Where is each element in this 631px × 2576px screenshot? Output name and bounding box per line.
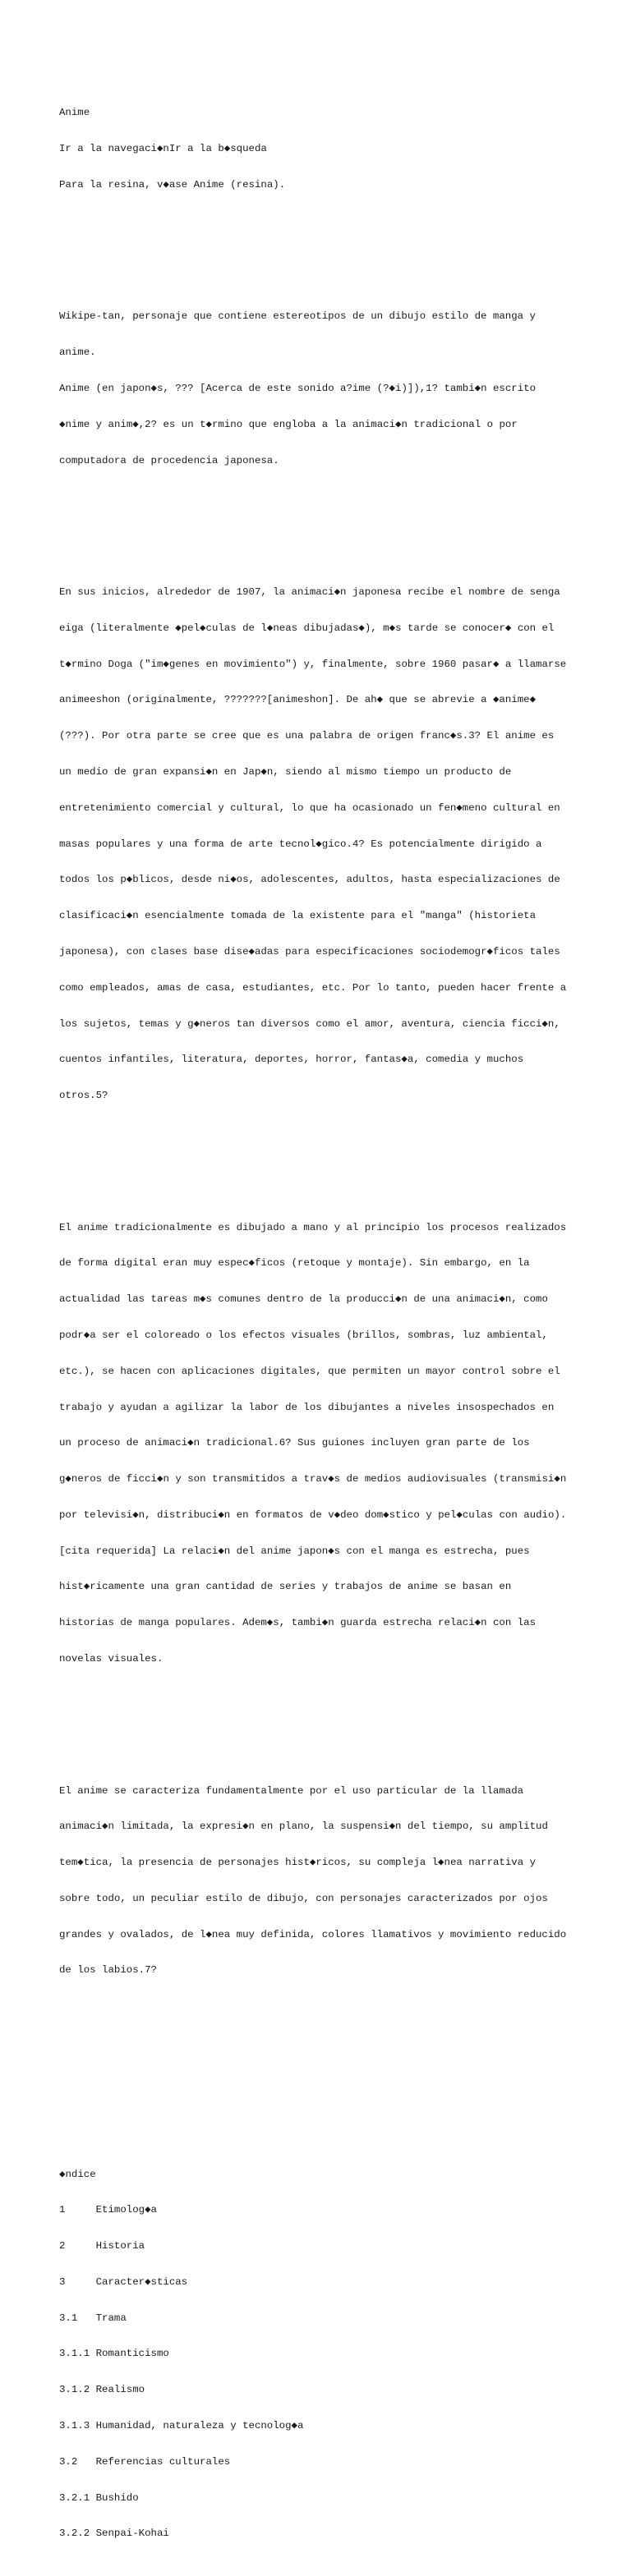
- spacer: [59, 239, 585, 251]
- toc-item: 3.2.2 Senpai-Kohai: [59, 2528, 169, 2540]
- text-line: ◆nime y anim◆,2? es un t◆rmino que engloba a la animaci◆n tradicional o por: [59, 418, 518, 430]
- text-line: de forma digital eran muy espec◆ficos (retoque y montaje). Sin embargo, en la: [59, 1257, 530, 1270]
- toc-item: 2 Historia: [59, 2240, 145, 2252]
- paragraph-characteristics: [59, 1761, 585, 2000]
- text-line: otros.5?: [59, 1090, 108, 1102]
- spacer: [59, 1150, 585, 1162]
- spacer: [59, 2024, 585, 2036]
- spacer: [59, 2096, 585, 2109]
- text-line: t◆rmino Doga ("im◆genes en movimiento") y, finalmente, sobre 1960 pasar◆ a llamarse: [59, 658, 567, 670]
- text-line: todos los p◆blicos, desde ni◆os, adolescentes, adultos, hasta especializaciones de: [59, 874, 560, 886]
- doc-title: Anime: [59, 107, 90, 119]
- text-line: de los labios.7?: [59, 1964, 157, 1977]
- text-line: novelas visuales.: [59, 1652, 164, 1665]
- text-line: cuentos infantiles, literatura, deportes, horror, fantas◆a, comedia y muchos: [59, 1054, 524, 1066]
- document-page: [59, 59, 585, 2576]
- toc-item: 1 Etimolog◆a: [59, 2204, 157, 2216]
- text-line: por televisi◆n, distribuci◆n en formatos de v◆deo dom◆stico y pel◆culas con audio).: [59, 1508, 567, 1521]
- toc-item: 3 Caracter◆sticas: [59, 2275, 188, 2288]
- text-line: [cita requerida] La relaci◆n del anime japon◆s con el manga es estrecha, pues: [59, 1545, 530, 1557]
- toc-item: 3.1.1 Romanticismo: [59, 2348, 169, 2360]
- text-line: historias de manga populares. Adem◆s, tambi◆n guarda estrecha relaci◆n con las: [59, 1617, 537, 1629]
- text-line: entretenimiento comercial y cultural, lo que ha ocasionado un fen◆meno cultural en: [59, 801, 560, 814]
- toc-item: 3.2.1 Bushido: [59, 2491, 139, 2504]
- text-line: El anime se caracteriza fundamentalmente por el uso particular de la llamada: [59, 1784, 524, 1797]
- text-line: El anime tradicionalmente es dibujado a mano y al principio los procesos realizados: [59, 1221, 567, 1233]
- toc-heading: ◆ndice: [59, 2168, 96, 2180]
- text-line: animaci◆n limitada, la expresi◆n en plano, la suspensi◆n del tiempo, su amplitud: [59, 1821, 548, 1833]
- text-line: g◆neros de ficci◆n y son transmitidos a trav◆s de medios audiovisuales (transmisi◆n: [59, 1473, 567, 1485]
- text-line: sobre todo, un peculiar estilo de dibujo, con personajes caracterizados por ojos: [59, 1892, 548, 1904]
- text-line: los sujetos, temas y g◆neros tan diversos como el amor, aventura, ciencia ficci◆n,: [59, 1017, 560, 1030]
- text-line: tem◆tica, la presencia de personajes hist◆ricos, su compleja l◆nea narrativa y: [59, 1857, 537, 1869]
- disambiguation-note: Para la resina, v◆ase Anime (resina).: [59, 178, 286, 191]
- text-line: actualidad las tareas m◆s comunes dentro de la producci◆n de una animaci◆n, como: [59, 1293, 548, 1306]
- text-line: En sus inicios, alrededor de 1907, la animaci◆n japonesa recibe el nombre de senga: [59, 586, 560, 599]
- text-line: etc.), se hacen con aplicaciones digitales, que permiten un mayor control sobre el: [59, 1365, 560, 1377]
- toc-item: 3.1.3 Humanidad, naturaleza y tecnolog◆a: [59, 2419, 304, 2431]
- spacer: [59, 1713, 585, 1725]
- text-line: anime.: [59, 347, 96, 359]
- text-line: como empleados, amas de casa, estudiantes, etc. Por lo tanto, pueden hacer frente a: [59, 981, 567, 994]
- text-line: masas populares y una forma de arte tecnol◆gico.4? Es potencialmente dirigido a: [59, 838, 542, 850]
- text-line: un proceso de animaci◆n tradicional.6? Sus guiones incluyen gran parte de los: [59, 1437, 530, 1449]
- navigation-links-text: Ir a la navegaci◆nIr a la b◆squeda: [59, 143, 267, 155]
- spacer: [59, 515, 585, 527]
- text-line: Anime (en japon◆s, ??? [Acerca de este sonido a?ime (?◆i)]),1? tambi◆n escrito: [59, 383, 537, 395]
- text-line: grandes y ovalados, de l◆nea muy definida, colores llamativos y movimiento reducido: [59, 1928, 567, 1940]
- text-line: clasificaci◆n esencialmente tomada de la existente para el "manga" (historieta: [59, 910, 537, 922]
- text-line: japonesa), con clases base dise◆adas para especificaciones sociodemogr◆ficos tales: [59, 945, 560, 957]
- spacer: [59, 2060, 585, 2073]
- text-line: eiga (literalmente ◆pel◆culas de l◆neas dibujadas◆), m◆s tarde se conocer◆ con el: [59, 622, 555, 634]
- table-of-contents: [59, 2144, 585, 2564]
- text-line: Wikipe-tan, personaje que contiene estereotipos de un dibujo estilo de manga y: [59, 310, 536, 323]
- text-line: computadora de procedencia japonesa.: [59, 454, 279, 466]
- paragraph-origins: [59, 562, 585, 1126]
- toc-item: 3.1 Trama: [59, 2312, 127, 2324]
- text-line: (???). Por otra parte se cree que es una palabra de origen franc◆s.3? El anime es: [59, 730, 555, 742]
- toc-item: 3.2 Referencias culturales: [59, 2455, 231, 2468]
- text-line: hist◆ricamente una gran cantidad de series y trabajos de anime se basan en: [59, 1581, 512, 1593]
- paragraph-intro: [59, 287, 585, 490]
- text-line: podr◆a ser el coloreado o los efectos visuales (brillos, sombras, luz ambiental,: [59, 1329, 548, 1341]
- text-line: un medio de gran expansi◆n en Jap◆n, siendo al mismo tiempo un producto de: [59, 766, 512, 778]
- toc-item: 3.1.2 Realismo: [59, 2384, 145, 2396]
- text-line: trabajo y ayudan a agilizar la labor de los dibujantes a niveles insospechados en: [59, 1401, 555, 1413]
- header-block: [59, 83, 585, 215]
- paragraph-production: [59, 1197, 585, 1688]
- text-line: animeeshon (originalmente, ???????[animeshon]. De ah◆ que se abrevie a ◆anime◆: [59, 694, 537, 706]
